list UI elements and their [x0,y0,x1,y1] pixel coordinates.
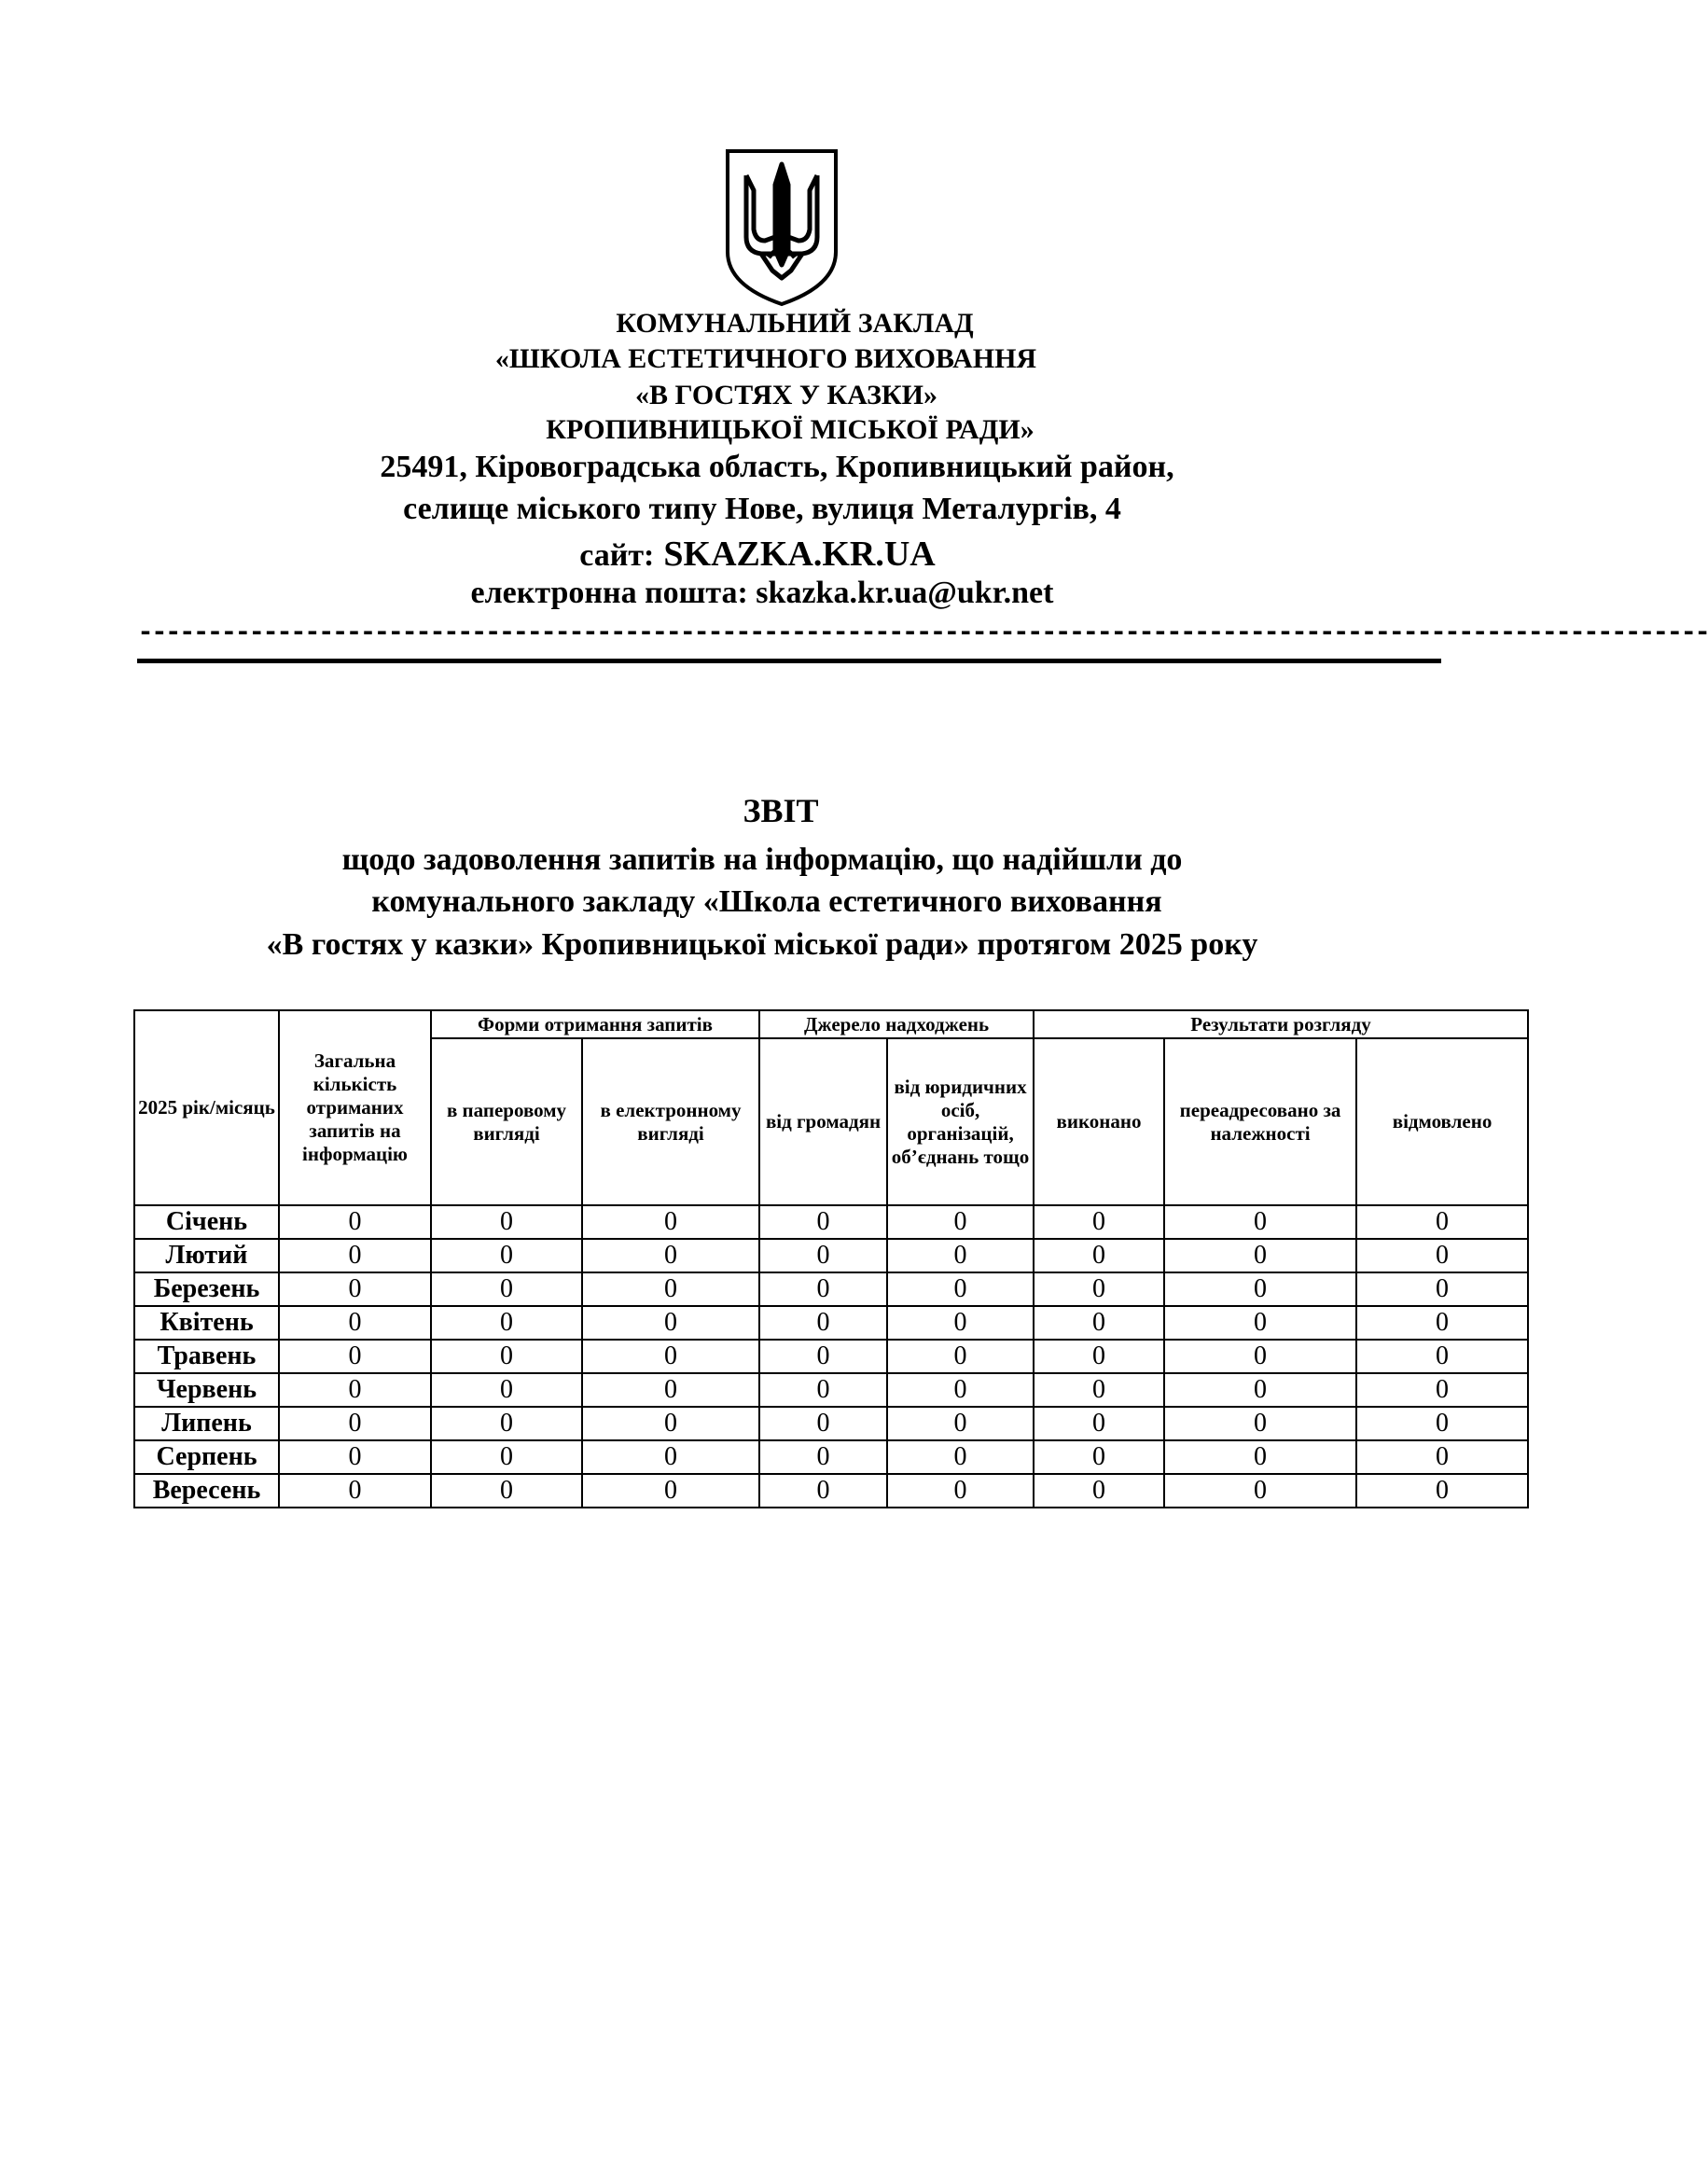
value-cell: 0 [582,1306,759,1340]
value-cell: 0 [759,1474,887,1508]
group-header-source: Джерело надходжень [759,1010,1034,1038]
value-cell: 0 [279,1306,431,1340]
value-cell: 0 [431,1440,582,1474]
table-row [134,1474,1528,1508]
table-row [134,1306,1528,1340]
value-cell: 0 [279,1407,431,1440]
website-link[interactable]: SKAZKA.KR.UA [663,535,936,574]
report-subtitle-line-1: щодо задоволення запитів на інформацію, що надійшли до [341,842,1183,877]
org-name-line-3: КРОПИВНИЦЬКОЇ МІСЬКОЇ РАДИ» [546,414,1035,445]
table-row [134,1373,1528,1407]
address-line-2: селище міського типу Нове, вулиця Металургів, 4 [403,492,1121,526]
address-line-1: 25491, Кіровоградська область, Кропивницький район, [380,450,1174,484]
table-row [134,1239,1528,1272]
value-cell: 0 [582,1373,759,1407]
value-cell: 0 [1356,1239,1528,1272]
report-subtitle-line-3: «В гостях у казки» Кропивницької міської ради» протягом 2025 року [266,927,1258,962]
value-cell: 0 [1164,1440,1356,1474]
email-line[interactable]: електронна пошта: skazka.kr.ua@ukr.net [470,576,1054,610]
value-cell: 0 [279,1474,431,1508]
month-cell: Березень [134,1272,279,1306]
value-cell: 0 [1164,1407,1356,1440]
value-cell: 0 [582,1239,759,1272]
value-cell: 0 [431,1306,582,1340]
value-cell: 0 [1356,1440,1528,1474]
value-cell: 0 [279,1340,431,1373]
value-cell: 0 [1034,1306,1164,1340]
value-cell: 0 [887,1340,1034,1373]
value-cell: 0 [1356,1474,1528,1508]
value-cell: 0 [1034,1407,1164,1440]
value-cell: 0 [1164,1205,1356,1239]
value-cell: 0 [887,1239,1034,1272]
org-name-line-2: «В ГОСТЯХ У КАЗКИ» [634,380,938,410]
value-cell: 0 [582,1272,759,1306]
value-cell: 0 [431,1205,582,1239]
value-cell: 0 [759,1239,887,1272]
table-row [134,1205,1528,1239]
group-header-forms: Форми отримання запитів [431,1010,759,1038]
value-cell: 0 [759,1205,887,1239]
trident-coat-of-arms-icon [724,147,840,308]
col-header-electronic: в електронному вигляді [582,1038,759,1205]
value-cell: 0 [759,1306,887,1340]
value-cell: 0 [759,1440,887,1474]
dashed-separator: ----------------------------------------------------------------------------------------------------------------- [137,618,1708,649]
month-cell: Липень [134,1407,279,1440]
value-cell: 0 [1164,1272,1356,1306]
value-cell: 0 [431,1340,582,1373]
col-header-total: Загальна кількість отриманих запитів на інформацію [279,1010,431,1205]
value-cell: 0 [1164,1340,1356,1373]
col-header-redirected: переадресовано за належності [1164,1038,1356,1205]
value-cell: 0 [887,1272,1034,1306]
col-header-done: виконано [1034,1038,1164,1205]
value-cell: 0 [279,1373,431,1407]
value-cell: 0 [431,1272,582,1306]
value-cell: 0 [887,1407,1034,1440]
col-header-paper: в паперовому вигляді [431,1038,582,1205]
value-cell: 0 [759,1340,887,1373]
table-row [134,1440,1528,1474]
value-cell: 0 [1034,1440,1164,1474]
table-row [134,1272,1528,1306]
col-header-period: 2025 рік/місяць [134,1010,279,1205]
value-cell: 0 [887,1205,1034,1239]
value-cell: 0 [1356,1373,1528,1407]
table-row [134,1340,1528,1373]
month-cell: Травень [134,1340,279,1373]
value-cell: 0 [1164,1306,1356,1340]
month-cell: Вересень [134,1474,279,1508]
value-cell: 0 [1034,1474,1164,1508]
value-cell: 0 [582,1474,759,1508]
value-cell: 0 [1356,1205,1528,1239]
group-header-results: Результати розгляду [1034,1010,1528,1038]
value-cell: 0 [582,1440,759,1474]
value-cell: 0 [431,1239,582,1272]
value-cell: 0 [1164,1373,1356,1407]
value-cell: 0 [279,1440,431,1474]
value-cell: 0 [1356,1407,1528,1440]
value-cell: 0 [759,1407,887,1440]
value-cell: 0 [582,1407,759,1440]
month-cell: Червень [134,1373,279,1407]
value-cell: 0 [582,1205,759,1239]
website-line [0,534,1529,575]
website-label: сайт: [579,538,655,573]
value-cell: 0 [1164,1474,1356,1508]
month-cell: Квітень [134,1306,279,1340]
month-cell: Серпень [134,1440,279,1474]
table-row [134,1407,1528,1440]
value-cell: 0 [582,1340,759,1373]
org-name-line-1: «ШКОЛА ЕСТЕТИЧНОГО ВИХОВАННЯ [494,343,1037,374]
value-cell: 0 [1034,1340,1164,1373]
value-cell: 0 [887,1306,1034,1340]
value-cell: 0 [1356,1306,1528,1340]
report-subtitle-line-2: комунального закладу «Школа естетичного виховання [371,884,1162,919]
value-cell: 0 [1356,1340,1528,1373]
value-cell: 0 [1034,1272,1164,1306]
col-header-legal-entities: від юридичних осіб, організацій, об’єднань тощо [887,1038,1034,1205]
value-cell: 0 [431,1474,582,1508]
value-cell: 0 [887,1440,1034,1474]
value-cell: 0 [431,1407,582,1440]
value-cell: 0 [887,1474,1034,1508]
value-cell: 0 [759,1272,887,1306]
value-cell: 0 [279,1205,431,1239]
col-header-citizens: від громадян [759,1038,887,1205]
value-cell: 0 [1034,1239,1164,1272]
table-body [134,1205,1528,1508]
header-rule-divider [137,659,1441,663]
report-title: ЗВІТ [743,792,819,829]
value-cell: 0 [759,1373,887,1407]
value-cell: 0 [1034,1205,1164,1239]
value-cell: 0 [1356,1272,1528,1306]
month-cell: Лютий [134,1239,279,1272]
value-cell: 0 [279,1272,431,1306]
col-header-refused: відмовлено [1356,1038,1528,1205]
value-cell: 0 [887,1373,1034,1407]
value-cell: 0 [431,1373,582,1407]
value-cell: 0 [1034,1373,1164,1407]
value-cell: 0 [1164,1239,1356,1272]
value-cell: 0 [279,1239,431,1272]
month-cell: Січень [134,1205,279,1239]
requests-report-table [133,1009,1529,1508]
org-type: КОМУНАЛЬНИЙ ЗАКЛАД [616,308,974,339]
